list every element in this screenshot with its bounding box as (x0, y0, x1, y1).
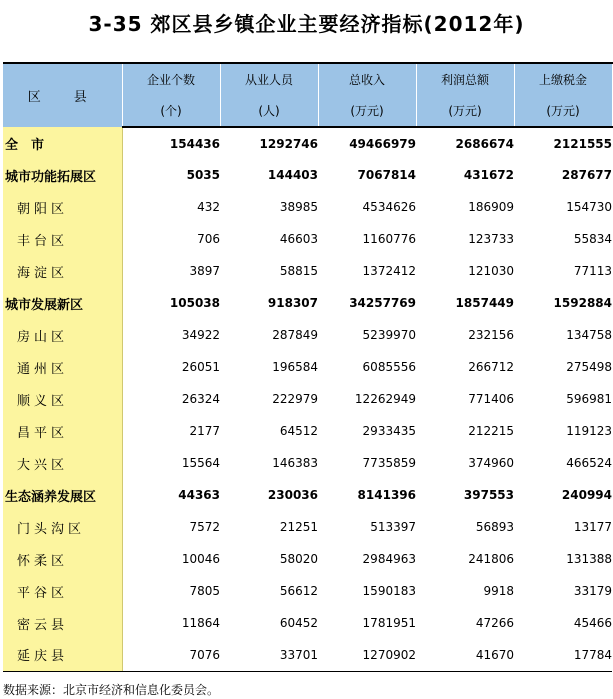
enterprises-cell: 3897 (189, 264, 220, 278)
enterprises-cell: 10046 (181, 552, 220, 566)
region-name: 平谷区 (3, 575, 122, 607)
table-row (3, 287, 612, 319)
employees-cell: 222979 (272, 392, 318, 406)
revenue-cell: 34257769 (349, 296, 416, 310)
region-name: 全 市 (3, 127, 122, 159)
unit-profit: (万元) (416, 95, 514, 127)
employees-cell: 21251 (279, 520, 318, 534)
header-revenue: 总收入 (318, 63, 416, 95)
revenue-cell: 49466979 (349, 136, 416, 151)
profit-cell: 232156 (468, 328, 514, 342)
enterprises-cell: 7076 (122, 639, 220, 671)
table-body (3, 127, 612, 671)
region-name: 通州区 (3, 351, 122, 383)
employees-cell: 38985 (279, 200, 318, 214)
profit-cell: 771406 (468, 392, 514, 406)
table-row (3, 543, 612, 575)
table-row (3, 383, 612, 415)
table-row (3, 479, 612, 511)
enterprises-cell: 34922 (181, 328, 220, 342)
table-row (3, 575, 612, 607)
revenue-cell: 2984963 (362, 552, 416, 566)
profit-cell: 9918 (483, 584, 514, 598)
region-name: 怀柔区 (3, 543, 122, 575)
employees-cell: 64512 (279, 424, 318, 438)
employees-cell: 287849 (272, 328, 318, 342)
enterprises-cell: 26324 (181, 392, 220, 406)
employees-cell: 144403 (267, 168, 318, 182)
employees-cell: 146383 (272, 456, 318, 470)
tax-cell: 240994 (561, 488, 612, 502)
data-source-note: 数据来源：北京市经济和信息化委员会。 (3, 683, 220, 697)
header-employees: 从业人员 (220, 63, 318, 95)
tax-cell: 596981 (566, 392, 612, 406)
table-row (3, 639, 612, 671)
employees-cell: 1292746 (259, 136, 318, 151)
enterprises-cell: 5035 (186, 168, 220, 182)
employees-cell: 60452 (279, 616, 318, 630)
revenue-cell: 7735859 (362, 456, 416, 470)
unit-employees: (人) (220, 95, 318, 127)
revenue-cell: 5239970 (362, 328, 416, 342)
table-row (3, 255, 612, 287)
table-row (3, 447, 612, 479)
employees-cell: 58020 (279, 552, 318, 566)
revenue-cell: 1270902 (318, 639, 416, 671)
region-name: 城市功能拓展区 (3, 159, 122, 191)
enterprises-cell: 2177 (189, 424, 220, 438)
profit-cell: 56893 (475, 520, 514, 534)
table-row (3, 127, 612, 159)
enterprises-cell: 15564 (181, 456, 220, 470)
employees-cell: 56612 (279, 584, 318, 598)
region-name: 密云县 (3, 607, 122, 639)
table-row (3, 415, 612, 447)
profit-cell: 2686674 (455, 136, 514, 151)
table-title: 3-35 郊区县乡镇企业主要经济指标(2012年) (88, 12, 525, 36)
profit-cell: 47266 (475, 616, 514, 630)
region-name: 海淀区 (3, 255, 122, 287)
employees-cell: 58815 (279, 264, 318, 278)
table-row (3, 511, 612, 543)
tax-cell: 77113 (573, 264, 612, 278)
enterprises-cell: 105038 (169, 296, 220, 310)
header-tax: 上缴税金 (514, 63, 612, 95)
tax-cell: 287677 (561, 168, 612, 182)
profit-cell: 431672 (463, 168, 514, 182)
header-row-labels (3, 63, 612, 95)
revenue-cell: 2933435 (362, 424, 416, 438)
enterprises-cell: 154436 (169, 136, 220, 151)
profit-cell: 186909 (468, 200, 514, 214)
unit-tax: (万元) (514, 95, 612, 127)
revenue-cell: 1590183 (362, 584, 416, 598)
profit-cell: 374960 (468, 456, 514, 470)
unit-enterprises: (个) (122, 95, 220, 127)
header-enterprises: 企业个数 (122, 63, 220, 95)
tax-cell: 1592884 (553, 296, 612, 310)
tax-cell: 33179 (573, 584, 612, 598)
tax-cell: 45466 (573, 616, 612, 630)
employees-cell: 230036 (267, 488, 318, 502)
tax-cell: 275498 (566, 360, 612, 374)
enterprises-cell: 7805 (189, 584, 220, 598)
table-row (3, 351, 612, 383)
enterprises-cell: 706 (197, 232, 220, 246)
region-name: 房山区 (3, 319, 122, 351)
enterprises-cell: 7572 (189, 520, 220, 534)
profit-cell: 212215 (468, 424, 514, 438)
enterprises-cell: 11864 (181, 616, 220, 630)
tax-cell: 119123 (566, 424, 612, 438)
employees-cell: 46603 (279, 232, 318, 246)
region-name: 城市发展新区 (3, 287, 122, 319)
unit-revenue: (万元) (318, 95, 416, 127)
revenue-cell: 1160776 (362, 232, 416, 246)
profit-cell: 241806 (468, 552, 514, 566)
tax-cell: 134758 (566, 328, 612, 342)
enterprises-cell: 26051 (181, 360, 220, 374)
revenue-cell: 8141396 (357, 488, 416, 502)
profit-cell: 1857449 (455, 296, 514, 310)
tax-cell: 466524 (566, 456, 612, 470)
employees-cell: 918307 (267, 296, 318, 310)
tax-cell: 2121555 (553, 136, 612, 151)
table-row (3, 191, 612, 223)
revenue-cell: 1781951 (362, 616, 416, 630)
header-profit: 利润总额 (416, 63, 514, 95)
revenue-cell: 12262949 (354, 392, 416, 406)
region-name: 丰台区 (3, 223, 122, 255)
tax-cell: 17784 (514, 639, 612, 671)
tax-cell: 13177 (573, 520, 612, 534)
region-name: 顺义区 (3, 383, 122, 415)
region-name: 生态涵养发展区 (3, 479, 122, 511)
indicators-table (3, 62, 613, 672)
region-name: 昌平区 (3, 415, 122, 447)
revenue-cell: 7067814 (357, 168, 416, 182)
profit-cell: 397553 (463, 488, 514, 502)
enterprises-cell: 44363 (178, 488, 220, 502)
enterprises-cell: 432 (197, 200, 220, 214)
table-row (3, 159, 612, 191)
revenue-cell: 1372412 (362, 264, 416, 278)
table-row (3, 319, 612, 351)
header-region: 区 县 (3, 63, 122, 127)
region-name: 门头沟区 (3, 511, 122, 543)
profit-cell: 266712 (468, 360, 514, 374)
employees-cell: 196584 (272, 360, 318, 374)
tax-cell: 55834 (573, 232, 612, 246)
revenue-cell: 6085556 (362, 360, 416, 374)
revenue-cell: 4534626 (362, 200, 416, 214)
employees-cell: 33701 (220, 639, 318, 671)
tax-cell: 131388 (566, 552, 612, 566)
region-name: 延庆县 (3, 639, 122, 671)
profit-cell: 121030 (468, 264, 514, 278)
profit-cell: 123733 (468, 232, 514, 246)
table-row (3, 607, 612, 639)
region-name: 大兴区 (3, 447, 122, 479)
tax-cell: 154730 (566, 200, 612, 214)
profit-cell: 41670 (416, 639, 514, 671)
table-row (3, 223, 612, 255)
revenue-cell: 513397 (370, 520, 416, 534)
region-name: 朝阳区 (3, 191, 122, 223)
